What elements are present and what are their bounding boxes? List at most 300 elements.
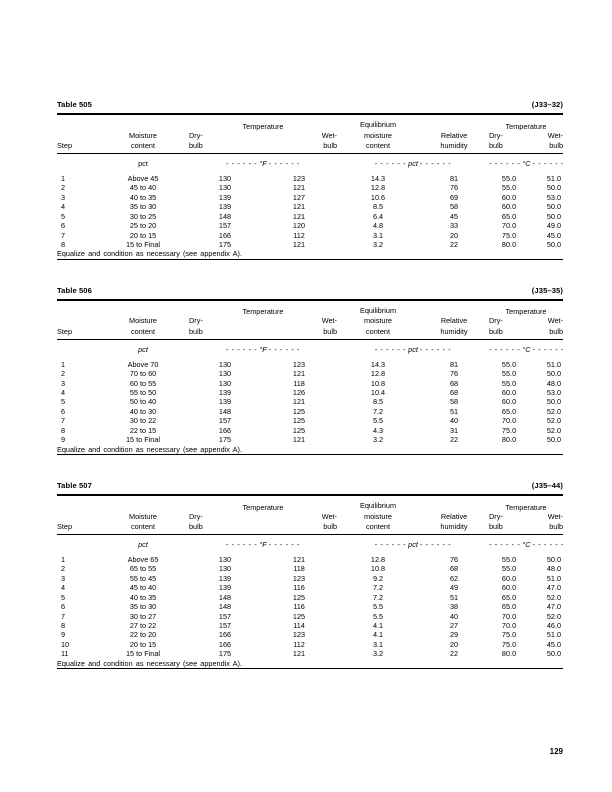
table-row bbox=[57, 564, 563, 573]
header-emc-line2: moisture bbox=[364, 130, 392, 140]
table-row bbox=[57, 379, 563, 388]
header-emc-line3: content bbox=[366, 522, 390, 532]
cell-wet-bulb-celsius: 48.0 bbox=[546, 564, 562, 574]
cell-equilibrium-moisture-content: 10.6 bbox=[370, 192, 386, 202]
cell-equilibrium-moisture-content: 14.3 bbox=[370, 173, 386, 183]
cell-wet-bulb-fahrenheit: 121 bbox=[292, 239, 306, 249]
drying-schedule-table bbox=[57, 286, 563, 455]
cell-dry-bulb-celsius: 70.0 bbox=[501, 621, 517, 631]
table-footnote: Equalize and condition as necessary (see appendix A). bbox=[57, 444, 242, 454]
cell-moisture-content: 22 to 20 bbox=[129, 630, 157, 640]
cell-relative-humidity: 40 bbox=[449, 611, 459, 621]
cell-wet-bulb-celsius: 51.0 bbox=[546, 630, 562, 640]
cell-relative-humidity: 69 bbox=[449, 192, 459, 202]
cell-dry-bulb-celsius: 80.0 bbox=[501, 239, 517, 249]
cell-dry-bulb-fahrenheit: 130 bbox=[218, 359, 232, 369]
cell-wet-bulb-celsius: 46.0 bbox=[546, 621, 562, 631]
cell-step: 1 bbox=[61, 359, 66, 369]
table-footnote: Equalize and condition as necessary (see appendix A). bbox=[57, 249, 242, 259]
cell-equilibrium-moisture-content: 3.2 bbox=[372, 239, 384, 249]
cell-dry-bulb-celsius: 65.0 bbox=[501, 211, 517, 221]
cell-dry-bulb-celsius: 70.0 bbox=[501, 221, 517, 231]
table-row bbox=[57, 583, 563, 592]
cell-dry-bulb-fahrenheit: 157 bbox=[218, 611, 232, 621]
cell-step: 2 bbox=[61, 369, 66, 379]
header-emc-line2: moisture bbox=[364, 511, 392, 521]
cell-equilibrium-moisture-content: 10.8 bbox=[370, 378, 386, 388]
cell-relative-humidity: 40 bbox=[449, 416, 459, 426]
cell-wet-bulb-fahrenheit: 125 bbox=[292, 416, 306, 426]
cell-wet-bulb-celsius: 52.0 bbox=[546, 611, 562, 621]
cell-relative-humidity: 68 bbox=[449, 387, 459, 397]
cell-wet-bulb-celsius: 50.0 bbox=[546, 369, 562, 379]
header-temperature-c-span: Temperature bbox=[505, 502, 547, 512]
cell-equilibrium-moisture-content: 12.8 bbox=[370, 554, 386, 564]
tables-container bbox=[57, 100, 563, 695]
cell-dry-bulb-celsius: 60.0 bbox=[501, 192, 517, 202]
cell-wet-bulb-celsius: 52.0 bbox=[546, 416, 562, 426]
header-step: Step bbox=[57, 522, 73, 532]
cell-wet-bulb-celsius: 50.0 bbox=[546, 183, 562, 193]
cell-moisture-content: 55 to 45 bbox=[129, 573, 157, 583]
header-step: Step bbox=[57, 327, 73, 336]
cell-dry-bulb-fahrenheit: 130 bbox=[218, 173, 232, 183]
header-wet-bulb-c-line2: bulb bbox=[549, 522, 563, 532]
cell-relative-humidity: 38 bbox=[449, 602, 459, 612]
cell-dry-bulb-fahrenheit: 166 bbox=[218, 630, 232, 640]
cell-moisture-content: 35 to 30 bbox=[129, 602, 157, 612]
cell-step: 3 bbox=[61, 573, 66, 583]
cell-equilibrium-moisture-content: 7.2 bbox=[372, 583, 384, 593]
cell-dry-bulb-fahrenheit: 139 bbox=[218, 397, 232, 407]
cell-equilibrium-moisture-content: 7.2 bbox=[372, 406, 384, 416]
header-wet-bulb-f-line1: Wet- bbox=[321, 511, 337, 521]
cell-relative-humidity: 62 bbox=[449, 573, 459, 583]
cell-step: 2 bbox=[61, 183, 66, 193]
cell-relative-humidity: 22 bbox=[449, 435, 459, 445]
cell-wet-bulb-celsius: 48.0 bbox=[546, 378, 562, 388]
cell-step: 10 bbox=[61, 639, 70, 649]
cell-relative-humidity: 51 bbox=[449, 406, 459, 416]
table-bottom-rule bbox=[57, 454, 563, 455]
cell-moisture-content: 70 to 60 bbox=[129, 369, 157, 379]
header-wet-bulb-f-line2: bulb bbox=[323, 327, 337, 336]
cell-equilibrium-moisture-content: 6.4 bbox=[372, 211, 384, 221]
cell-wet-bulb-celsius: 51.0 bbox=[546, 573, 562, 583]
cell-dry-bulb-celsius: 75.0 bbox=[501, 639, 517, 649]
cell-step: 9 bbox=[61, 630, 66, 640]
header-wet-bulb-c-line2: bulb bbox=[549, 141, 563, 151]
header-moisture-content-line2: content bbox=[131, 327, 155, 336]
header-emc-line3: content bbox=[366, 141, 390, 151]
header-wet-bulb-f-line1: Wet- bbox=[321, 130, 337, 140]
cell-dry-bulb-fahrenheit: 175 bbox=[218, 239, 232, 249]
header-dry-bulb-c-line1: Dry- bbox=[489, 316, 503, 326]
units-temperature-celsius: - - - - - - °C - - - - - - bbox=[489, 539, 564, 549]
header-dry-bulb-f-line2: bulb bbox=[189, 522, 203, 532]
cell-wet-bulb-celsius: 51.0 bbox=[546, 359, 562, 369]
table-row bbox=[57, 407, 563, 416]
cell-wet-bulb-fahrenheit: 123 bbox=[292, 630, 306, 640]
cell-equilibrium-moisture-content: 5.5 bbox=[372, 416, 384, 426]
table-body bbox=[57, 340, 563, 454]
cell-wet-bulb-fahrenheit: 121 bbox=[292, 202, 306, 212]
table-row bbox=[57, 221, 563, 230]
drying-schedule-table bbox=[57, 481, 563, 669]
cell-equilibrium-moisture-content: 7.2 bbox=[372, 592, 384, 602]
header-emc-line2: moisture bbox=[364, 316, 392, 326]
cell-wet-bulb-celsius: 49.0 bbox=[546, 221, 562, 231]
cell-dry-bulb-fahrenheit: 139 bbox=[218, 192, 232, 202]
header-wet-bulb-c-line1: Wet- bbox=[547, 511, 563, 521]
cell-moisture-content: 30 to 22 bbox=[129, 416, 157, 426]
cell-relative-humidity: 29 bbox=[449, 630, 459, 640]
cell-dry-bulb-fahrenheit: 130 bbox=[218, 554, 232, 564]
table-footnote-row bbox=[57, 659, 563, 668]
cell-wet-bulb-celsius: 47.0 bbox=[546, 583, 562, 593]
table-row bbox=[57, 574, 563, 583]
cell-wet-bulb-celsius: 50.0 bbox=[546, 554, 562, 564]
cell-wet-bulb-fahrenheit: 121 bbox=[292, 397, 306, 407]
header-relative-humidity-line2: humidity bbox=[440, 327, 468, 336]
header-moisture-content-line1: Moisture bbox=[129, 130, 157, 140]
units-temperature-celsius: - - - - - - °C - - - - - - bbox=[489, 158, 564, 168]
table-header bbox=[57, 115, 563, 153]
cell-relative-humidity: 27 bbox=[449, 621, 459, 631]
table-row bbox=[57, 357, 563, 369]
table-row bbox=[57, 552, 563, 564]
cell-wet-bulb-celsius: 52.0 bbox=[546, 406, 562, 416]
cell-moisture-content: 22 to 15 bbox=[129, 425, 157, 435]
cell-wet-bulb-celsius: 47.0 bbox=[546, 602, 562, 612]
cell-step: 1 bbox=[61, 554, 66, 564]
cell-wet-bulb-celsius: 50.0 bbox=[546, 202, 562, 212]
header-moisture-content-line1: Moisture bbox=[129, 316, 157, 326]
cell-step: 6 bbox=[61, 406, 66, 416]
table-row bbox=[57, 388, 563, 397]
header-emc-line1: Equilibrium bbox=[359, 501, 397, 511]
cell-wet-bulb-fahrenheit: 118 bbox=[293, 564, 305, 574]
table-row bbox=[57, 171, 563, 183]
cell-wet-bulb-fahrenheit: 121 bbox=[292, 435, 306, 445]
cell-wet-bulb-fahrenheit: 125 bbox=[292, 592, 306, 602]
units-row bbox=[57, 340, 563, 357]
cell-equilibrium-moisture-content: 4.3 bbox=[372, 425, 384, 435]
cell-moisture-content: 25 to 20 bbox=[129, 221, 157, 231]
cell-relative-humidity: 33 bbox=[449, 221, 459, 231]
cell-equilibrium-moisture-content: 10.4 bbox=[370, 387, 386, 397]
units-moisture-content: pct bbox=[138, 344, 148, 354]
cell-relative-humidity: 76 bbox=[449, 369, 459, 379]
header-dry-bulb-c-line1: Dry- bbox=[489, 511, 503, 521]
cell-relative-humidity: 76 bbox=[449, 554, 459, 564]
cell-wet-bulb-celsius: 52.0 bbox=[546, 592, 562, 602]
header-relative-humidity-line2: humidity bbox=[440, 141, 468, 151]
cell-dry-bulb-celsius: 55.0 bbox=[501, 183, 517, 193]
table-body bbox=[57, 535, 563, 668]
page-number: 129 bbox=[549, 747, 563, 756]
units-row bbox=[57, 154, 563, 171]
header-dry-bulb-c-line2: bulb bbox=[489, 141, 503, 151]
table-row bbox=[57, 240, 563, 249]
table-row bbox=[57, 593, 563, 602]
header-moisture-content-line1: Moisture bbox=[129, 511, 157, 521]
table-row bbox=[57, 630, 563, 639]
cell-step: 6 bbox=[61, 602, 66, 612]
header-wet-bulb-f-line2: bulb bbox=[323, 522, 337, 532]
cell-relative-humidity: 45 bbox=[449, 211, 459, 221]
cell-dry-bulb-celsius: 60.0 bbox=[501, 397, 517, 407]
cell-equilibrium-moisture-content: 9.2 bbox=[372, 573, 384, 583]
cell-wet-bulb-fahrenheit: 112 bbox=[293, 230, 305, 240]
cell-dry-bulb-fahrenheit: 166 bbox=[218, 425, 232, 435]
cell-moisture-content: 15 to Final bbox=[125, 239, 161, 249]
cell-step: 9 bbox=[61, 435, 66, 445]
cell-dry-bulb-celsius: 55.0 bbox=[501, 378, 517, 388]
cell-relative-humidity: 20 bbox=[449, 230, 459, 240]
table-code: (J35–44) bbox=[531, 481, 563, 491]
cell-moisture-content: Above 65 bbox=[127, 554, 159, 564]
cell-moisture-content: 27 to 22 bbox=[129, 621, 157, 631]
table-row bbox=[57, 640, 563, 649]
cell-relative-humidity: 81 bbox=[449, 173, 459, 183]
header-temperature-f-span: Temperature bbox=[242, 121, 284, 131]
cell-step: 7 bbox=[61, 230, 66, 240]
cell-wet-bulb-fahrenheit: 123 bbox=[292, 573, 306, 583]
cell-wet-bulb-fahrenheit: 112 bbox=[293, 639, 305, 649]
units-moisture-content: pct bbox=[138, 158, 148, 168]
header-dry-bulb-c-line2: bulb bbox=[489, 522, 503, 532]
table-footnote: Equalize and condition as necessary (see appendix A). bbox=[57, 658, 242, 668]
cell-dry-bulb-fahrenheit: 130 bbox=[218, 378, 232, 388]
cell-wet-bulb-fahrenheit: 120 bbox=[292, 221, 306, 231]
header-dry-bulb-c-line2: bulb bbox=[489, 327, 503, 336]
cell-relative-humidity: 68 bbox=[449, 564, 459, 574]
header-relative-humidity-line1: Relative bbox=[440, 316, 468, 326]
cell-dry-bulb-fahrenheit: 157 bbox=[218, 221, 232, 231]
cell-dry-bulb-celsius: 65.0 bbox=[501, 602, 517, 612]
units-temperature-fahrenheit: - - - - - - °F - - - - - - bbox=[225, 158, 301, 168]
units-percent: - - - - - - pct - - - - - - bbox=[374, 344, 452, 354]
cell-wet-bulb-celsius: 50.0 bbox=[546, 397, 562, 407]
units-temperature-fahrenheit: - - - - - - °F - - - - - - bbox=[225, 539, 301, 549]
cell-step: 2 bbox=[61, 564, 66, 574]
cell-wet-bulb-fahrenheit: 121 bbox=[292, 554, 306, 564]
cell-wet-bulb-celsius: 53.0 bbox=[546, 192, 562, 202]
cell-dry-bulb-celsius: 55.0 bbox=[501, 564, 517, 574]
cell-step: 3 bbox=[61, 192, 66, 202]
header-emc-line1: Equilibrium bbox=[359, 120, 397, 129]
table-row bbox=[57, 231, 563, 240]
cell-dry-bulb-fahrenheit: 130 bbox=[218, 369, 232, 379]
cell-wet-bulb-celsius: 50.0 bbox=[546, 239, 562, 249]
cell-dry-bulb-celsius: 60.0 bbox=[501, 202, 517, 212]
cell-relative-humidity: 20 bbox=[449, 639, 459, 649]
header-dry-bulb-f-line1: Dry- bbox=[189, 316, 203, 326]
table-header bbox=[57, 496, 563, 534]
cell-wet-bulb-fahrenheit: 123 bbox=[292, 173, 306, 183]
header-step: Step bbox=[57, 141, 73, 151]
table-caption bbox=[57, 286, 563, 295]
cell-moisture-content: 45 to 40 bbox=[129, 583, 157, 593]
cell-moisture-content: 65 to 55 bbox=[129, 564, 157, 574]
cell-dry-bulb-celsius: 55.0 bbox=[501, 173, 517, 183]
cell-equilibrium-moisture-content: 8.5 bbox=[372, 397, 384, 407]
cell-wet-bulb-fahrenheit: 121 bbox=[292, 211, 306, 221]
cell-relative-humidity: 51 bbox=[449, 592, 459, 602]
cell-moisture-content: 45 to 40 bbox=[129, 183, 157, 193]
units-percent: - - - - - - pct - - - - - - bbox=[374, 539, 452, 549]
cell-dry-bulb-celsius: 65.0 bbox=[501, 406, 517, 416]
table-row bbox=[57, 602, 563, 611]
table-caption bbox=[57, 100, 563, 109]
cell-moisture-content: 15 to Final bbox=[125, 435, 161, 445]
cell-equilibrium-moisture-content: 4.1 bbox=[372, 621, 384, 631]
cell-step: 4 bbox=[61, 202, 66, 212]
cell-wet-bulb-celsius: 53.0 bbox=[546, 387, 562, 397]
header-moisture-content-line2: content bbox=[131, 522, 155, 532]
header-dry-bulb-f-line2: bulb bbox=[189, 141, 203, 151]
cell-relative-humidity: 76 bbox=[449, 183, 459, 193]
cell-dry-bulb-celsius: 55.0 bbox=[501, 359, 517, 369]
cell-dry-bulb-fahrenheit: 175 bbox=[218, 435, 232, 445]
header-wet-bulb-c-line2: bulb bbox=[549, 327, 563, 336]
cell-moisture-content: 15 to Final bbox=[125, 649, 161, 659]
table-row bbox=[57, 369, 563, 378]
header-wet-bulb-c-line1: Wet- bbox=[547, 316, 563, 326]
header-emc-line1: Equilibrium bbox=[359, 305, 397, 315]
cell-equilibrium-moisture-content: 4.1 bbox=[372, 630, 384, 640]
cell-moisture-content: 35 to 30 bbox=[129, 202, 157, 212]
table-row bbox=[57, 397, 563, 406]
cell-dry-bulb-fahrenheit: 166 bbox=[218, 639, 232, 649]
cell-wet-bulb-fahrenheit: 116 bbox=[293, 583, 305, 593]
cell-step: 4 bbox=[61, 387, 66, 397]
cell-dry-bulb-celsius: 65.0 bbox=[501, 592, 517, 602]
header-relative-humidity-line2: humidity bbox=[440, 522, 468, 532]
header-temperature-c-span: Temperature bbox=[505, 121, 547, 131]
cell-wet-bulb-fahrenheit: 125 bbox=[292, 425, 306, 435]
table-row bbox=[57, 621, 563, 630]
cell-equilibrium-moisture-content: 14.3 bbox=[370, 359, 386, 369]
cell-wet-bulb-celsius: 45.0 bbox=[546, 230, 562, 240]
cell-step: 4 bbox=[61, 583, 66, 593]
table-row bbox=[57, 212, 563, 221]
cell-step: 8 bbox=[61, 425, 66, 435]
cell-equilibrium-moisture-content: 3.1 bbox=[372, 639, 384, 649]
header-temperature-c-span: Temperature bbox=[505, 307, 547, 317]
drying-schedule-table bbox=[57, 100, 563, 260]
table-bottom-rule bbox=[57, 259, 563, 260]
cell-moisture-content: Above 45 bbox=[127, 173, 159, 183]
cell-wet-bulb-fahrenheit: 121 bbox=[292, 369, 306, 379]
table-row bbox=[57, 426, 563, 435]
cell-relative-humidity: 58 bbox=[449, 397, 459, 407]
cell-step: 3 bbox=[61, 378, 66, 388]
cell-moisture-content: 60 to 55 bbox=[129, 378, 157, 388]
cell-wet-bulb-celsius: 50.0 bbox=[546, 211, 562, 221]
cell-equilibrium-moisture-content: 12.8 bbox=[370, 183, 386, 193]
units-percent: - - - - - - pct - - - - - - bbox=[374, 158, 452, 168]
cell-dry-bulb-fahrenheit: 139 bbox=[218, 583, 232, 593]
cell-dry-bulb-fahrenheit: 166 bbox=[218, 230, 232, 240]
units-temperature-celsius: - - - - - - °C - - - - - - bbox=[489, 344, 564, 354]
cell-moisture-content: 30 to 25 bbox=[129, 211, 157, 221]
table-row bbox=[57, 435, 563, 444]
table-code: (J33–32) bbox=[531, 100, 563, 109]
cell-dry-bulb-fahrenheit: 130 bbox=[218, 183, 232, 193]
cell-wet-bulb-fahrenheit: 123 bbox=[292, 359, 306, 369]
cell-equilibrium-moisture-content: 10.8 bbox=[370, 564, 386, 574]
table-row bbox=[57, 183, 563, 192]
table-bottom-rule bbox=[57, 668, 563, 669]
cell-wet-bulb-fahrenheit: 116 bbox=[293, 602, 305, 612]
cell-wet-bulb-fahrenheit: 121 bbox=[292, 649, 306, 659]
cell-equilibrium-moisture-content: 4.8 bbox=[372, 221, 384, 231]
cell-dry-bulb-celsius: 60.0 bbox=[501, 387, 517, 397]
cell-moisture-content: 20 to 15 bbox=[129, 230, 157, 240]
cell-step: 6 bbox=[61, 221, 66, 231]
cell-dry-bulb-fahrenheit: 139 bbox=[218, 387, 232, 397]
table-header bbox=[57, 301, 563, 339]
cell-step: 8 bbox=[61, 239, 66, 249]
header-wet-bulb-c-line1: Wet- bbox=[547, 130, 563, 140]
cell-dry-bulb-celsius: 55.0 bbox=[501, 369, 517, 379]
cell-moisture-content: Above 70 bbox=[127, 359, 159, 369]
cell-moisture-content: 50 to 40 bbox=[129, 397, 157, 407]
cell-step: 1 bbox=[61, 173, 66, 183]
cell-relative-humidity: 22 bbox=[449, 239, 459, 249]
cell-wet-bulb-celsius: 50.0 bbox=[546, 435, 562, 445]
units-moisture-content: pct bbox=[138, 539, 148, 549]
cell-equilibrium-moisture-content: 12.8 bbox=[370, 369, 386, 379]
header-wet-bulb-f-line2: bulb bbox=[323, 141, 337, 151]
cell-dry-bulb-fahrenheit: 148 bbox=[218, 592, 232, 602]
table-caption bbox=[57, 481, 563, 490]
header-emc-line3: content bbox=[366, 327, 390, 336]
cell-equilibrium-moisture-content: 3.2 bbox=[372, 435, 384, 445]
table-footnote-row bbox=[57, 445, 563, 454]
cell-dry-bulb-fahrenheit: 139 bbox=[218, 573, 232, 583]
table-code: (J35–35) bbox=[531, 285, 563, 295]
cell-wet-bulb-celsius: 52.0 bbox=[546, 425, 562, 435]
table-row bbox=[57, 416, 563, 425]
header-moisture-content-line2: content bbox=[131, 141, 155, 151]
cell-step: 7 bbox=[61, 416, 66, 426]
units-temperature-fahrenheit: - - - - - - °F - - - - - - bbox=[225, 344, 301, 354]
cell-dry-bulb-celsius: 80.0 bbox=[501, 435, 517, 445]
cell-relative-humidity: 68 bbox=[449, 378, 459, 388]
header-dry-bulb-f-line2: bulb bbox=[189, 327, 203, 336]
table-label: Table 507 bbox=[57, 481, 92, 491]
cell-equilibrium-moisture-content: 5.5 bbox=[372, 602, 384, 612]
cell-dry-bulb-fahrenheit: 148 bbox=[218, 602, 232, 612]
cell-moisture-content: 40 to 35 bbox=[129, 192, 157, 202]
cell-dry-bulb-celsius: 75.0 bbox=[501, 230, 517, 240]
table-body bbox=[57, 154, 563, 259]
header-dry-bulb-c-line1: Dry- bbox=[489, 130, 503, 140]
cell-dry-bulb-fahrenheit: 175 bbox=[218, 649, 232, 659]
header-dry-bulb-f-line1: Dry- bbox=[189, 130, 203, 140]
cell-equilibrium-moisture-content: 3.2 bbox=[372, 649, 384, 659]
cell-relative-humidity: 58 bbox=[449, 202, 459, 212]
cell-moisture-content: 20 to 15 bbox=[129, 639, 157, 649]
header-dry-bulb-f-line1: Dry- bbox=[189, 511, 203, 521]
table-row bbox=[57, 202, 563, 211]
cell-moisture-content: 55 to 50 bbox=[129, 387, 157, 397]
cell-dry-bulb-fahrenheit: 148 bbox=[218, 406, 232, 416]
header-wet-bulb-f-line1: Wet- bbox=[321, 316, 337, 326]
